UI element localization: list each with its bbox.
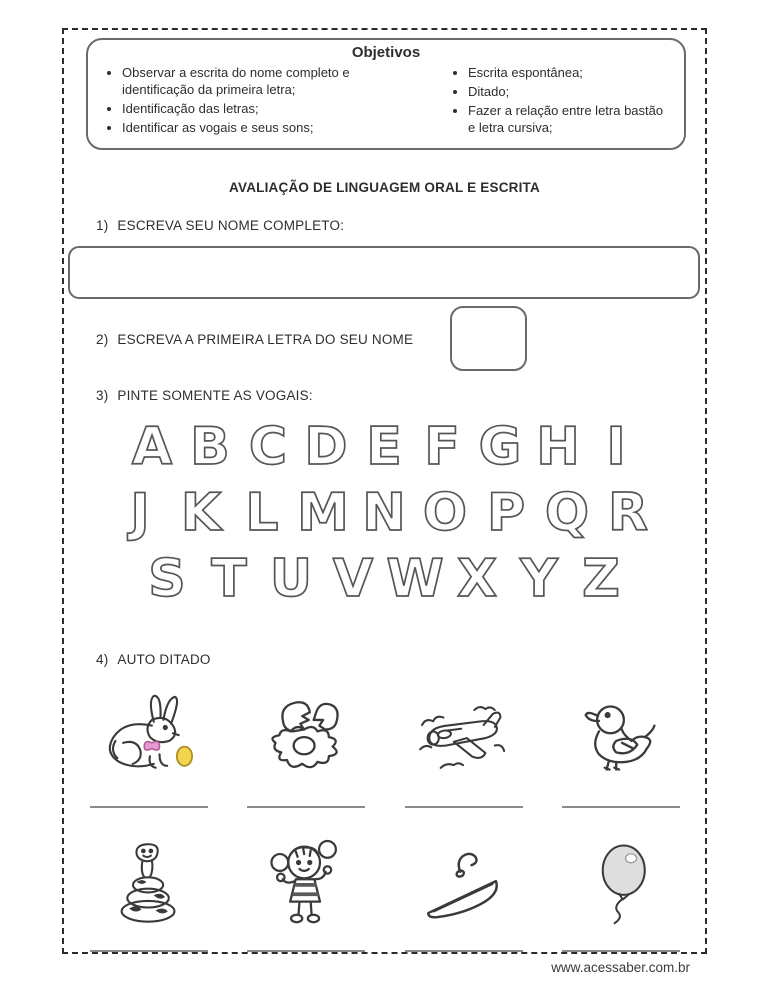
- alphabet-letter[interactable]: C: [248, 417, 288, 476]
- question-2-text: ESCREVA A PRIMEIRA LETRA DO SEU NOME: [117, 332, 414, 347]
- hanger-icon: [385, 822, 543, 944]
- ditado-item-airplane: [385, 678, 543, 808]
- question-4-label: [96, 652, 211, 667]
- ditado-item-doll-girl: [228, 822, 386, 952]
- auto-ditado-grid: [70, 678, 700, 952]
- alphabet-letter[interactable]: H: [536, 417, 580, 476]
- objectives-right-list: [448, 64, 670, 139]
- alphabet-letter[interactable]: W: [386, 549, 444, 608]
- duck-icon: [543, 678, 701, 800]
- objective-item: • Observar a escrita do nome completo e identificação da primeira letra;: [122, 64, 362, 98]
- alphabet-letter[interactable]: U: [269, 549, 313, 608]
- question-3-text: PINTE SOMENTE AS VOGAIS:: [117, 388, 313, 403]
- answer-line[interactable]: [247, 950, 365, 952]
- alphabet-letter[interactable]: M: [297, 483, 349, 542]
- ditado-item-balloon: [543, 822, 701, 952]
- ditado-item-snake: [70, 822, 228, 952]
- objective-item: • Fazer a relação entre letra bastão e letra cursiva;: [468, 102, 670, 136]
- rabbit-icon: [70, 678, 228, 800]
- answer-line[interactable]: [562, 806, 680, 808]
- question-1-label: [96, 218, 344, 233]
- question-4-number: 4): [96, 652, 109, 667]
- objective-item: • Escrita espontânea;: [468, 64, 670, 81]
- doll-girl-icon: [228, 822, 386, 944]
- question-1-text: ESCREVA SEU NOME COMPLETO:: [117, 218, 345, 233]
- objectives-columns: [102, 64, 670, 139]
- question-2-number: 2): [96, 332, 109, 347]
- question-3-label: [96, 388, 313, 403]
- ditado-item-hanger: [385, 822, 543, 952]
- alphabet-letter[interactable]: P: [486, 483, 526, 542]
- first-letter-input-box[interactable]: [450, 306, 527, 371]
- objectives-box: [86, 38, 686, 150]
- alphabet-letter[interactable]: X: [456, 549, 498, 608]
- answer-line[interactable]: [405, 950, 523, 952]
- objectives-left-list: [102, 64, 422, 139]
- full-name-input-box[interactable]: [68, 246, 700, 299]
- alphabet-letter[interactable]: L: [245, 483, 279, 542]
- alphabet-letter[interactable]: E: [366, 417, 402, 476]
- answer-line[interactable]: [562, 950, 680, 952]
- alphabet-letters-block: [114, 414, 654, 612]
- ditado-item-broken-egg: [228, 678, 386, 808]
- question-2-label: [96, 332, 413, 347]
- question-4-text: AUTO DITADO: [117, 652, 211, 667]
- alphabet-letter[interactable]: S: [148, 549, 186, 608]
- question-1-number: 1): [96, 218, 109, 233]
- alphabet-row-3: [114, 546, 654, 608]
- objective-item: • Identificar as vogais e seus sons;: [122, 119, 362, 136]
- page-dashed-border: [62, 28, 707, 954]
- alphabet-letter[interactable]: B: [190, 417, 230, 476]
- answer-line[interactable]: [90, 806, 208, 808]
- answer-line[interactable]: [405, 806, 523, 808]
- answer-line[interactable]: [90, 950, 208, 952]
- alphabet-letter[interactable]: F: [424, 417, 460, 476]
- alphabet-letter[interactable]: J: [130, 483, 150, 542]
- ditado-item-duck: [543, 678, 701, 808]
- objective-item: • Identificação das letras;: [122, 100, 362, 117]
- alphabet-letter[interactable]: O: [422, 483, 468, 542]
- alphabet-row-2: [114, 480, 654, 542]
- question-3-number: 3): [96, 388, 109, 403]
- alphabet-row-1: [114, 414, 654, 476]
- alphabet-letter[interactable]: N: [362, 483, 406, 542]
- ditado-item-rabbit: [70, 678, 228, 808]
- footer-url: www.acessaber.com.br: [551, 960, 690, 975]
- answer-line[interactable]: [247, 806, 365, 808]
- balloon-icon: [543, 822, 701, 944]
- alphabet-letter[interactable]: A: [131, 417, 173, 476]
- alphabet-letter[interactable]: I: [606, 417, 626, 476]
- alphabet-letter[interactable]: Q: [544, 483, 590, 542]
- alphabet-letter[interactable]: T: [211, 549, 247, 608]
- alphabet-letter[interactable]: V: [332, 549, 374, 608]
- alphabet-letter[interactable]: K: [180, 483, 222, 542]
- alphabet-letter[interactable]: Z: [582, 549, 620, 608]
- objectives-title: Objetivos: [351, 44, 421, 61]
- alphabet-letter[interactable]: D: [304, 417, 348, 476]
- worksheet-title: AVALIAÇÃO DE LINGUAGEM ORAL E ESCRITA: [229, 180, 540, 195]
- objective-item: • Ditado;: [468, 83, 670, 100]
- alphabet-letter[interactable]: R: [607, 483, 649, 542]
- alphabet-letter[interactable]: G: [478, 417, 522, 476]
- airplane-icon: [385, 678, 543, 800]
- alphabet-letter[interactable]: Y: [520, 549, 558, 608]
- broken-egg-icon: [228, 678, 386, 800]
- snake-icon: [70, 822, 228, 944]
